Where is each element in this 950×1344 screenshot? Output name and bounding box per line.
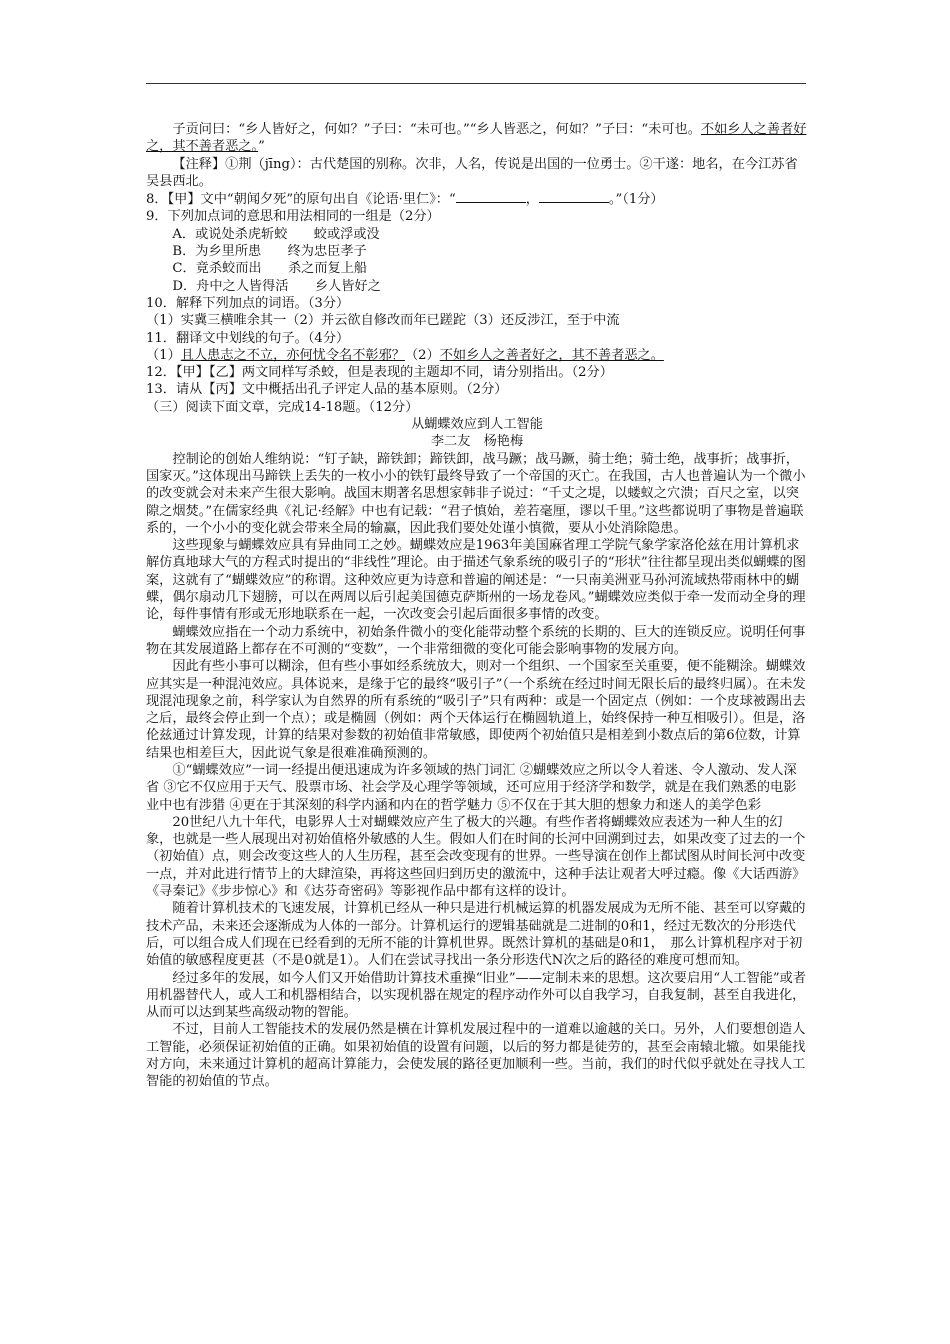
header-rule xyxy=(146,83,806,84)
question-13: 13．请从【丙】文中概括出孔子评定人品的基本原则。（2分） xyxy=(146,382,508,398)
question-10: 10．解释下列加点的词语。（3分） xyxy=(146,295,350,311)
q11-sentences xyxy=(146,347,808,364)
paragraph: 控制论的创始人维纳说：“钉子缺，蹄铁卸；蹄铁卸，战马蹶；战马蹶，骑士绝；骑士绝，战事折；战事折，国家灭。”这体现出马蹄铁上丢失的一枚小小的铁钉最终导致了一个帝国的灭亡。在我国，古人也普遍认为一个微小的改变就会对未来产生很大影响。战国末期著名思想家韩非子说过：“千丈之堤，以蝼蚁之穴溃；百尺之室，以突隙之烟焚。”在儒家经典《礼记·经解》中也有记载：“君子慎始，差若毫厘，谬以千里。”这些都说明了事物是普遍联系的，一个小小的变化就会带来全局的输赢，因此我们要处处谨小慎微，要从小处消除隐患。 xyxy=(146,451,806,536)
paragraph: 这些现象与蝴蝶效应具有异曲同工之妙。蝴蝶效应是1963年美国麻省理工学院气象学家洛伦兹在用计算机求解仿真地球大气的方程式时提出的“非线性”理论。由于描述气象系统的吸引子的“形状”往往都呈现出类似蝴蝶的图案，这就有了“蝴蝶效应”的称谓。这种效应更为诗意和普遍的阐述是：“一只南美洲亚马孙河流域热带雨林中的蝴蝶，偶尔扇动几下翅膀，可以在两周以后引起美国德克萨斯州的一场龙卷风。”蝴蝶效应类似于牵一发而动全身的理论，每件事情有形或无形地联系在一起，一次改变会引起后面很多事情的改变。 xyxy=(146,538,806,623)
q8-comma: ， xyxy=(525,192,539,208)
q9-option-d: D．舟中之人皆得活 乡人皆好之 xyxy=(172,278,381,294)
q11-num-1: （1） xyxy=(146,347,181,363)
q11-num-2: （2） xyxy=(404,347,440,363)
annotation: 【注释】①荆（jīng）：古代楚国的别称。次非，人名，传说是出国的一位勇士。②干遂：地名，在今江苏省吴县西北。 xyxy=(146,156,798,189)
zigong-passage xyxy=(146,121,808,156)
article-title: 从蝴蝶效应到人工智能 xyxy=(411,417,543,433)
paragraph: 不过，目前人工智能技术的发展仍然是横在计算机发展过程中的一道难以逾越的关口。另外，人们要想创造人工智能，必须保证初始值的正确。如果初始值的设置有问题，以后的努力都是徒劳的，甚至会南辕北辙。如果能找对方向，未来通过计算机的超高计算能力，会使发展的路径更加顺利一些。当前，我们的时代似乎就处在寻找人工智能的初始值的节点。 xyxy=(146,1022,806,1090)
paragraph: 经过多年的发展，如今人们又开始借助计算技术重操“旧业”——定制未来的思想。这次要启用“人工智能”或者用机器替代人，或人工和机器相结合，以实现机器在规定的程序动作外可以自我学习，自我复制，甚至自我进化，从而可以达到某些高级动物的智能。 xyxy=(146,970,806,1021)
document-body xyxy=(146,121,808,1091)
question-12: 12．【甲】【乙】两文同样写杀蛟，但是表现的主题却不同，请分别指出。（2分） xyxy=(146,365,613,381)
question-9: 9．下列加点词的意思和用法相同的一组是（2分） xyxy=(146,209,440,225)
q10-items: （1）实冀三横唯余其一（2）并云欲自修改而年已蹉跎（3）还反涉江，至于中流 xyxy=(146,313,620,329)
q8-blank-1 xyxy=(456,190,526,203)
paragraph: 随着计算机技术的飞速发展，计算机已经从一种只是进行机械运算的机器发展成为无所不能、甚至可以穿戴的技术产品，未来还会逐渐成为人体的一部分。计算机运行的逻辑基础就是二进制的0和1，经过无数次的分形迭代后，可以组合成人们现在已经看到的无所不能的计算机世界。既然计算机的基础是0和1， 那么计算机程序对于初始值的敏感程度更甚（不是0就是1）。人们在尝试寻找出一条分形迭代N次之后的路径的难度可想而知。 xyxy=(146,901,806,969)
question-11: 11．翻译文中划线的句子。（4分） xyxy=(146,330,350,346)
sentence-order-paragraph: ①“蝴蝶效应”一词一经提出便迅速成为许多领域的热门词汇 ②蝴蝶效应之所以令人着迷、令人激动、发人深省 ③它不仅应用于天气、股票市场、社会学及心理学等领域，还可应用于经济学和数学，就是在我们熟悉的电影业中也有涉猎 ④更在于其深刻的科学内涵和内在的哲学魅力 ⑤不仅在于其大胆的想象力和迷人的美学色彩 xyxy=(146,762,797,813)
section-3-heading: （三）阅读下面文章，完成14-18题。（12分） xyxy=(146,399,419,415)
q9-option-a: A．或说处杀虎斩蛟 蛟或浮或没 xyxy=(172,226,380,242)
article-authors: 李二友 杨艳梅 xyxy=(430,434,524,450)
paragraph: 20世纪八九十年代，电影界人士对蝴蝶效应产生了极大的兴趣。有些作者将蝴蝶效应表述为一种人生的幻象，也就是一些人展现出对初始值格外敏感的人生。假如人们在时间的长河中回溯到过去，如果改变了过去的一个（初始值）点，则会改变这些人的人生历程，甚至会改变现有的世界。一些导演在创作上都试图从时间长河中改变一点，并对此进行情节上的大肆渲染，再将这些回归到历史的激流中，这种手法让观者大呼过瘾。像《大话西游》《寻秦记》《步步惊心》和《达芬奇密码》等影视作品中都有这样的设计。 xyxy=(146,814,806,900)
q8-blank-2 xyxy=(539,190,609,203)
q11-sentence-1: 且人患志之不立，亦何忧令名不彰邪？ xyxy=(180,347,405,363)
zigong-underlined: 不如乡人之善者好之，其不善者恶之。 xyxy=(146,122,807,155)
q8-text: 8．【甲】文中“朝闻夕死”的原句出自《论语·里仁》：“ xyxy=(146,192,456,208)
q9-option-b: B．为乡里所患 终为忠臣孝子 xyxy=(172,244,367,260)
paragraph: 因此有些小事可以糊涂，但有些小事如经系统放大，则对一个组织、一个国家至关重要，便不能糊涂。蝴蝶效应其实是一种混沌效应。具体说来，是缘于它的最终“吸引子”（一个系统在经过时间无限长后的最终归属）。在未发现混沌现象之前，科学家认为自然界的所有系统的“吸引子”只有两种：或是一个固定点（例如：一个皮球被踢出去之后，最终会停止到一个点）；或是椭圆（例如：两个天体运行在椭圆轨道上，始终保持一种互相吸引）。但是，洛伦兹通过计算发现，计算的结果对参数的初始值非常敏感，即使两个初始值只是相差到小数点后的第6位数，计算结果也相差巨大，因此说气象是很难准确预测的。 xyxy=(146,659,806,761)
q8-end: 。”（1分） xyxy=(608,192,664,208)
paragraph: 蝴蝶效应指在一个动力系统中，初始条件微小的变化能带动整个系统的长期的、巨大的连锁反应。说明任何事物在其发展道路上都存在不可测的“变数”，一个非常细微的变化可能会影响事物的发展方向。 xyxy=(146,624,806,657)
zigong-end: ” xyxy=(258,139,265,155)
zigong-text: 子贡问曰：“乡人皆好之，何如？”子曰：“未可也。”“乡人皆恶之，何如？”子曰：“未可也。 xyxy=(172,122,701,137)
q9-option-c: C．竟杀蛟而出 杀之而复上船 xyxy=(172,261,368,277)
q11-sentence-2: 不如乡人之善者好之，其不善者恶之。 xyxy=(439,347,664,363)
question-8 xyxy=(146,190,808,208)
